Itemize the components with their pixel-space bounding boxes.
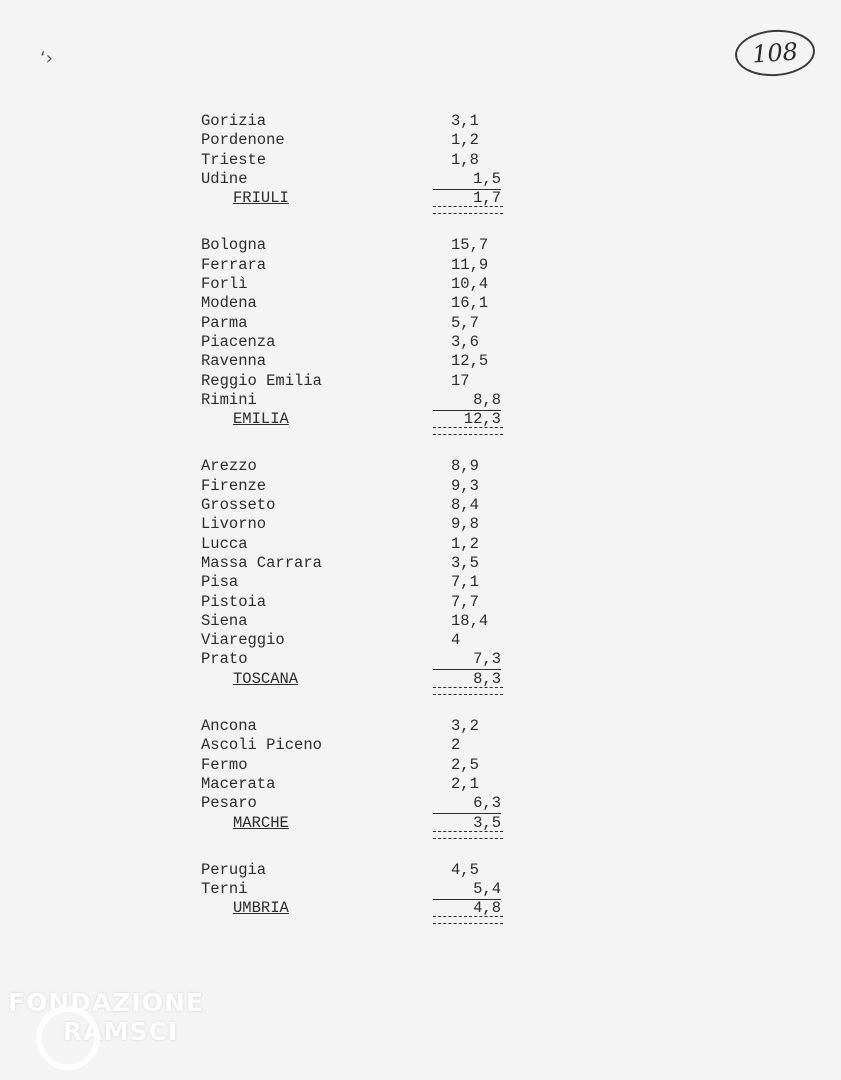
province-value: 3,5	[451, 553, 479, 572]
table-row	[201, 794, 521, 813]
table-row	[201, 151, 521, 170]
province-name: Piacenza	[201, 332, 276, 351]
table-row	[201, 112, 521, 131]
province-value: 4,5	[451, 860, 479, 879]
province-name: Forlì	[201, 275, 248, 294]
watermark-line-2: RAMSCI	[63, 1017, 179, 1046]
province-name: Ferrara	[201, 255, 267, 274]
province-name: Gorizia	[201, 112, 267, 130]
region-name: MARCHE	[233, 813, 289, 832]
province-value: 5,4	[433, 880, 501, 900]
province-value: 1,8	[451, 150, 479, 169]
region-total-value: 1,7	[473, 189, 501, 208]
table-row	[201, 314, 521, 333]
table-row	[201, 593, 521, 612]
province-name: Siena	[201, 611, 248, 630]
province-name: Arezzo	[201, 457, 257, 476]
province-name: Bologna	[201, 236, 267, 255]
province-value: 9,8	[451, 515, 479, 534]
province-value: 8,4	[451, 496, 479, 515]
province-value: 1,2	[451, 534, 479, 553]
table-row	[201, 333, 521, 352]
table-row	[201, 650, 521, 669]
province-name: Grosseto	[201, 496, 276, 515]
watermark-g-logo	[36, 1006, 100, 1070]
province-value: 2,5	[451, 755, 479, 774]
province-name: Ravenna	[201, 352, 267, 371]
table-row	[201, 612, 521, 631]
province-value: 12,5	[451, 352, 489, 371]
region-name: TOSCANA	[233, 669, 299, 688]
province-name: Pesaro	[201, 794, 257, 813]
province-name: Rimini	[201, 390, 257, 409]
table-row	[201, 457, 521, 476]
province-name: Pistoia	[201, 592, 267, 611]
table-row	[201, 275, 521, 294]
table-row	[201, 496, 521, 515]
province-name: Pisa	[201, 573, 239, 592]
province-value: 7,7	[451, 592, 479, 611]
province-name: Pordenone	[201, 131, 285, 150]
table-row	[201, 515, 521, 534]
table-row	[201, 861, 521, 880]
province-name: Firenze	[201, 476, 267, 495]
table-row	[201, 236, 521, 255]
table-row	[201, 131, 521, 150]
province-value: 3,2	[451, 717, 479, 736]
province-value: 6,3	[433, 794, 501, 814]
province-name: Lucca	[201, 534, 248, 553]
province-value: 2	[451, 736, 461, 755]
region-total-row	[201, 670, 521, 689]
table-row	[201, 631, 521, 650]
table-row	[201, 573, 521, 592]
region-name: UMBRIA	[233, 899, 289, 918]
region-total-row	[201, 189, 521, 208]
province-name: Prato	[201, 650, 248, 669]
province-value: 8,9	[451, 457, 479, 476]
province-value: 1,5	[433, 170, 501, 190]
province-name: Udine	[201, 169, 248, 188]
table-row	[201, 256, 521, 275]
province-name: Terni	[201, 880, 248, 899]
double-underline	[433, 831, 503, 839]
region-total-value: 4,8	[473, 899, 501, 918]
table-row	[201, 372, 521, 391]
region-total-row	[201, 410, 521, 429]
province-value: 7,1	[451, 573, 479, 592]
region-total-row	[201, 814, 521, 833]
double-underline	[433, 206, 503, 214]
page-number: 108	[733, 27, 816, 78]
province-name: Livorno	[201, 515, 267, 534]
province-name: Modena	[201, 294, 257, 313]
table-row	[201, 717, 521, 736]
region-group	[201, 861, 521, 919]
province-name: Trieste	[201, 150, 267, 169]
province-name: Reggio Emilia	[201, 371, 322, 390]
province-name: Macerata	[201, 774, 276, 793]
table-row	[201, 880, 521, 899]
province-value: 3,6	[451, 332, 479, 351]
province-value: 11,9	[451, 255, 489, 274]
province-value: 1,2	[451, 131, 479, 150]
table-row	[201, 294, 521, 313]
region-total-row	[201, 899, 521, 918]
table-row	[201, 535, 521, 554]
statistics-table	[201, 112, 521, 947]
province-name: Fermo	[201, 755, 248, 774]
province-name: Ancona	[201, 717, 257, 736]
region-total-value: 8,3	[473, 669, 501, 688]
table-row	[201, 170, 521, 189]
province-value: 3,1	[451, 112, 479, 130]
foundation-watermark	[8, 988, 204, 1046]
table-row	[201, 391, 521, 410]
province-name: Ascoli Piceno	[201, 736, 322, 755]
region-group	[201, 112, 521, 208]
province-value: 5,7	[451, 313, 479, 332]
table-row	[201, 775, 521, 794]
region-group	[201, 236, 521, 429]
province-name: Perugia	[201, 860, 267, 879]
region-group	[201, 457, 521, 689]
province-value: 18,4	[451, 611, 489, 630]
table-row	[201, 736, 521, 755]
province-value: 7,3	[433, 650, 501, 670]
province-value: 10,4	[451, 275, 489, 294]
province-value: 15,7	[451, 236, 489, 255]
province-value: 8,8	[433, 391, 501, 411]
province-name: Parma	[201, 313, 248, 332]
region-total-value: 3,5	[473, 813, 501, 832]
region-group	[201, 717, 521, 833]
table-row	[201, 477, 521, 496]
region-name: EMILIA	[233, 410, 289, 429]
double-underline	[433, 687, 503, 695]
table-row	[201, 352, 521, 371]
watermark-line-1: FONDAZIONE	[8, 988, 205, 1017]
province-value: 4	[451, 631, 461, 650]
province-value: 16,1	[451, 294, 489, 313]
province-value: 17	[451, 371, 470, 390]
margin-mark: ʻ›	[40, 48, 53, 69]
region-total-value: 12,3	[463, 410, 501, 429]
table-row	[201, 756, 521, 775]
province-name: Viareggio	[201, 631, 285, 650]
region-name: FRIULI	[233, 189, 289, 208]
province-value: 2,1	[451, 774, 479, 793]
double-underline	[433, 916, 503, 924]
table-row	[201, 554, 521, 573]
province-name: Massa Carrara	[201, 553, 322, 572]
double-underline	[433, 427, 503, 435]
province-value: 9,3	[451, 476, 479, 495]
